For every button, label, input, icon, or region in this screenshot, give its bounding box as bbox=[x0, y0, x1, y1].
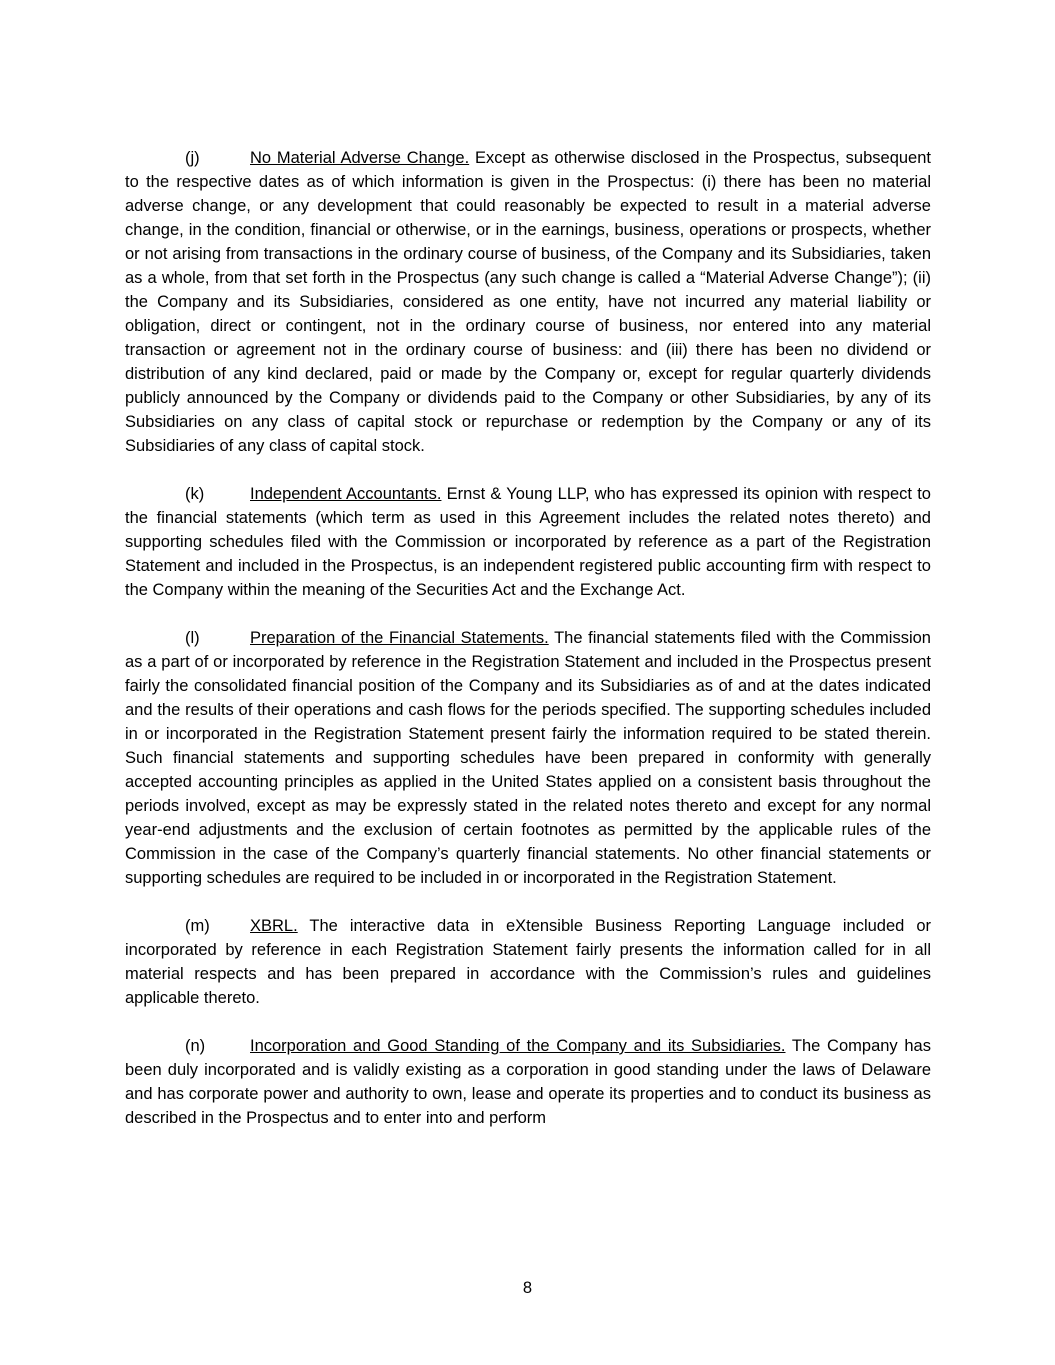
paragraph-l bbox=[125, 626, 931, 890]
paragraph-body: The Company has been duly incorporated and is validly existing as a corporation in good standing under the laws of Delaware and has corporate power and authority to own, lease and operate its properties and to conduct its business as described in the Prospectus and to enter into and perform bbox=[125, 1037, 931, 1127]
paragraph-body: Except as otherwise disclosed in the Prospectus, subsequent to the respective dates as of which information is given in the Prospectus: (i) there has been no material adverse change, or any development that could reasonably be expected to result in a material adverse change, in the condition, financial or otherwise, or in the earnings, business, operations or prospects, whether or not arising from transactions in the ordinary course of business, of the Company and its Subsidiaries, taken as a whole, from that set forth in the Prospectus (any such change is called a “Material Adverse Change”); (ii) the Company and its Subsidiaries, considered as one entity, have not incurred any material liability or obligation, direct or contingent, not in the ordinary course of business, nor entered into any material transaction or agreement not in the ordinary course of business: and (iii) there has been no dividend or distribution of any kind declared, paid or made by the Company or, except for regular quarterly dividends publicly announced by the Company or dividends paid to the Company or other Subsidiaries, by any of its Subsidiaries on any class of capital stock or repurchase or redemption by the Company or any of its Subsidiaries of any class of capital stock. bbox=[125, 149, 931, 455]
paragraph-heading: Independent Accountants. bbox=[250, 485, 442, 503]
paragraph-label: (m) bbox=[185, 917, 210, 935]
paragraph-k bbox=[125, 482, 931, 602]
paragraph-label: (k) bbox=[185, 485, 205, 503]
paragraph-heading: Preparation of the Financial Statements. bbox=[250, 629, 549, 647]
document-body bbox=[125, 146, 931, 1154]
paragraph-heading: No Material Adverse Change. bbox=[250, 149, 470, 167]
paragraph-body: Ernst & Young LLP, who has expressed its opinion with respect to the financial statements (which term as used in this Agreement includes the related notes thereto) and supporting schedules filed with the Commission or incorporated by reference as a part of the Registration Statement and included in the Prospectus, is an independent registered public accounting firm with respect to the Company within the meaning of the Securities Act and the Exchange Act. bbox=[125, 485, 931, 599]
paragraph-m bbox=[125, 914, 931, 1010]
paragraph-n bbox=[125, 1034, 931, 1130]
paragraph-label: (j) bbox=[185, 149, 200, 167]
paragraph-j bbox=[125, 146, 931, 458]
paragraph-heading: XBRL. bbox=[250, 917, 298, 935]
paragraph-heading: Incorporation and Good Standing of the Company and its Subsidiaries. bbox=[250, 1037, 786, 1055]
paragraph-label: (n) bbox=[185, 1037, 206, 1055]
paragraph-label: (l) bbox=[185, 629, 200, 647]
page-number: 8 bbox=[522, 1279, 533, 1297]
paragraph-body: The financial statements filed with the Commission as a part of or incorporated by reference in the Registration Statement and included in the Prospectus present fairly the consolidated financial position of the Company and its Subsidiaries as of and at the dates indicated and the results of their operations and cash flows for the periods specified. The supporting schedules included in or incorporated in the Registration Statement present fairly the information required to be stated therein. Such financial statements and supporting schedules have been prepared in conformity with generally accepted accounting principles as applied in the United States applied on a consistent basis throughout the periods involved, except as may be expressly stated in the related notes thereto and except for any normal year-end adjustments and the exclusion of certain footnotes as permitted by the applicable rules of the Commission in the case of the Company’s quarterly financial statements. No other financial statements or supporting schedules are required to be included in or incorporated in the Registration Statement. bbox=[125, 629, 931, 887]
paragraph-body: The interactive data in eXtensible Business Reporting Language included or incorporated by reference in each Registration Statement fairly presents the information called for in all material respects and has been prepared in accordance with the Commission’s rules and guidelines applicable thereto. bbox=[125, 917, 931, 1007]
